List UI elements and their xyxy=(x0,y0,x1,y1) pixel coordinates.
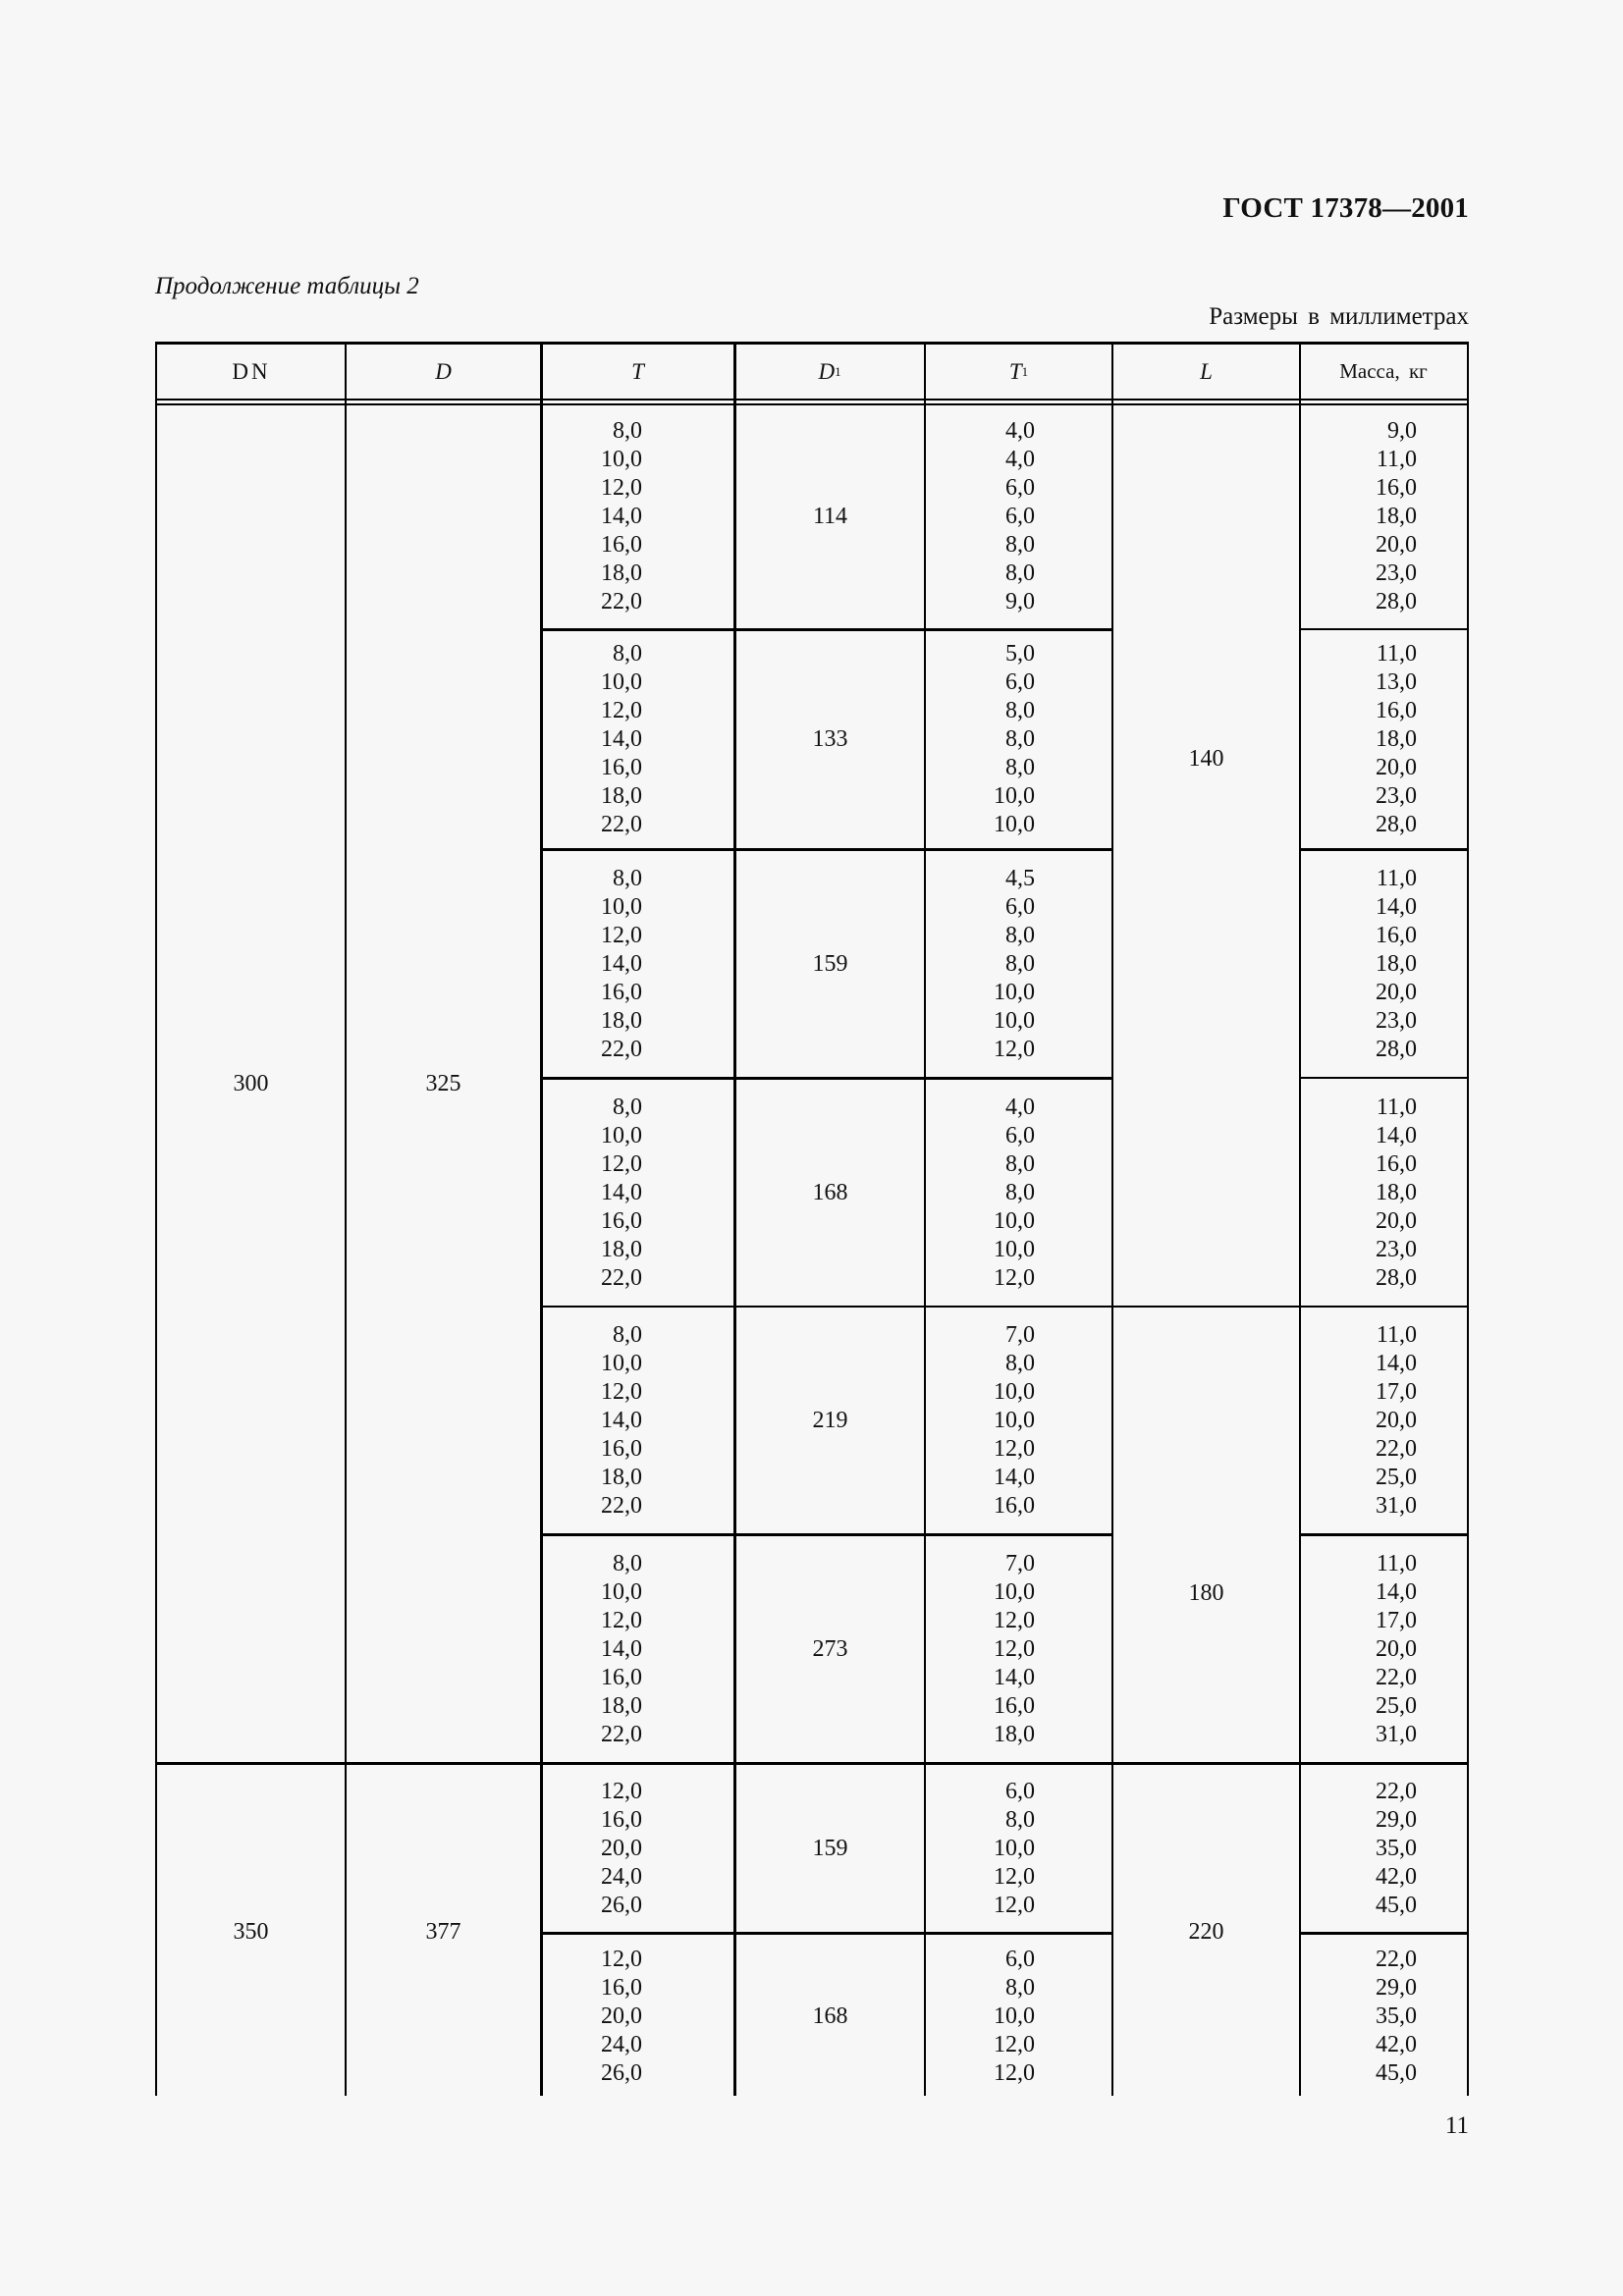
cell-mass-list: 11,0 14,0 17,0 20,0 22,0 25,0 31,0 xyxy=(1376,1321,1417,1519)
cell-t1-list: 6,0 8,0 10,0 12,0 12,0 xyxy=(994,1778,1035,1918)
header-dn: DN xyxy=(232,358,271,384)
cell-l: 140 xyxy=(1188,746,1224,772)
cell-d1: 168 xyxy=(812,2003,848,2029)
cell-mass-list: 11,0 13,0 16,0 18,0 20,0 23,0 28,0 xyxy=(1376,641,1417,837)
cell-t-list: 8,0 10,0 12,0 14,0 16,0 18,0 22,0 xyxy=(601,1094,642,1291)
cell-t1-list: 7,0 10,0 12,0 12,0 14,0 16,0 18,0 xyxy=(994,1550,1035,1747)
cell-t1-list: 4,0 4,0 6,0 6,0 8,0 8,0 9,0 xyxy=(1005,418,1035,614)
cell-mass-list: 22,0 29,0 35,0 42,0 45,0 xyxy=(1376,1778,1417,1918)
cell-mass-list: 11,0 14,0 16,0 18,0 20,0 23,0 28,0 xyxy=(1376,1094,1417,1291)
cell-d1: 159 xyxy=(812,1835,848,1861)
cell-d: 377 xyxy=(425,1918,461,1945)
cell-d1: 159 xyxy=(812,950,848,977)
cell-t1-list: 6,0 8,0 10,0 12,0 12,0 xyxy=(994,1947,1035,2086)
cell-mass-list: 22,0 29,0 35,0 42,0 45,0 xyxy=(1376,1947,1417,2086)
cell-t-list: 8,0 10,0 12,0 14,0 16,0 18,0 22,0 xyxy=(601,1550,642,1747)
cell-d1: 273 xyxy=(812,1635,848,1662)
cell-t-list: 8,0 10,0 12,0 14,0 16,0 18,0 22,0 xyxy=(601,641,642,837)
row-divider xyxy=(1299,1077,1469,1079)
cell-d1: 133 xyxy=(812,726,848,752)
page-number: 11 xyxy=(1444,2112,1469,2139)
cell-d1: 114 xyxy=(812,504,848,529)
header-t1: T 1 xyxy=(1008,358,1029,384)
cell-d1: 168 xyxy=(812,1179,848,1205)
cell-t-list: 8,0 10,0 12,0 14,0 16,0 18,0 22,0 xyxy=(601,418,642,614)
cell-t-list: 12,0 16,0 20,0 24,0 26,0 xyxy=(601,1778,642,1918)
document-code: ГОСТ 17378—2001 xyxy=(1222,192,1469,224)
cell-l: 180 xyxy=(1188,1579,1224,1606)
cell-t-list: 12,0 16,0 20,0 24,0 26,0 xyxy=(601,1947,642,2086)
cell-t1-list: 5,0 6,0 8,0 8,0 8,0 10,0 10,0 xyxy=(994,641,1035,837)
header-d1: D 1 xyxy=(818,358,841,384)
header-t: T xyxy=(631,358,644,384)
cell-d: 325 xyxy=(425,1071,461,1096)
cell-mass-list: 9,0 11,0 16,0 18,0 20,0 23,0 28,0 xyxy=(1376,418,1417,614)
dimensions-table xyxy=(155,342,1469,2096)
cell-dn: 350 xyxy=(233,1918,269,1945)
header-d: D xyxy=(435,358,452,384)
cell-dn: 300 xyxy=(233,1071,269,1096)
cell-mass-list: 11,0 14,0 17,0 20,0 22,0 25,0 31,0 xyxy=(1376,1550,1417,1747)
cell-t-list: 8,0 10,0 12,0 14,0 16,0 18,0 22,0 xyxy=(601,1321,642,1519)
cell-t-list: 8,0 10,0 12,0 14,0 16,0 18,0 22,0 xyxy=(601,865,642,1062)
header-mass: Масса, кг xyxy=(1339,359,1428,383)
units-note: Размеры в миллиметрах xyxy=(1209,303,1469,330)
row-divider xyxy=(1299,628,1469,630)
header-l: L xyxy=(1200,358,1213,384)
cell-t1-list: 4,0 6,0 8,0 8,0 10,0 10,0 12,0 xyxy=(994,1094,1035,1291)
cell-mass-list: 11,0 14,0 16,0 18,0 20,0 23,0 28,0 xyxy=(1376,865,1417,1062)
cell-d1: 219 xyxy=(812,1407,848,1433)
cell-t1-list: 4,5 6,0 8,0 8,0 10,0 10,0 12,0 xyxy=(994,865,1035,1062)
cell-l: 220 xyxy=(1188,1918,1224,1945)
cell-t1-list: 7,0 8,0 10,0 10,0 12,0 14,0 16,0 xyxy=(994,1321,1035,1519)
table-caption: Продолжение таблицы 2 xyxy=(155,273,419,299)
